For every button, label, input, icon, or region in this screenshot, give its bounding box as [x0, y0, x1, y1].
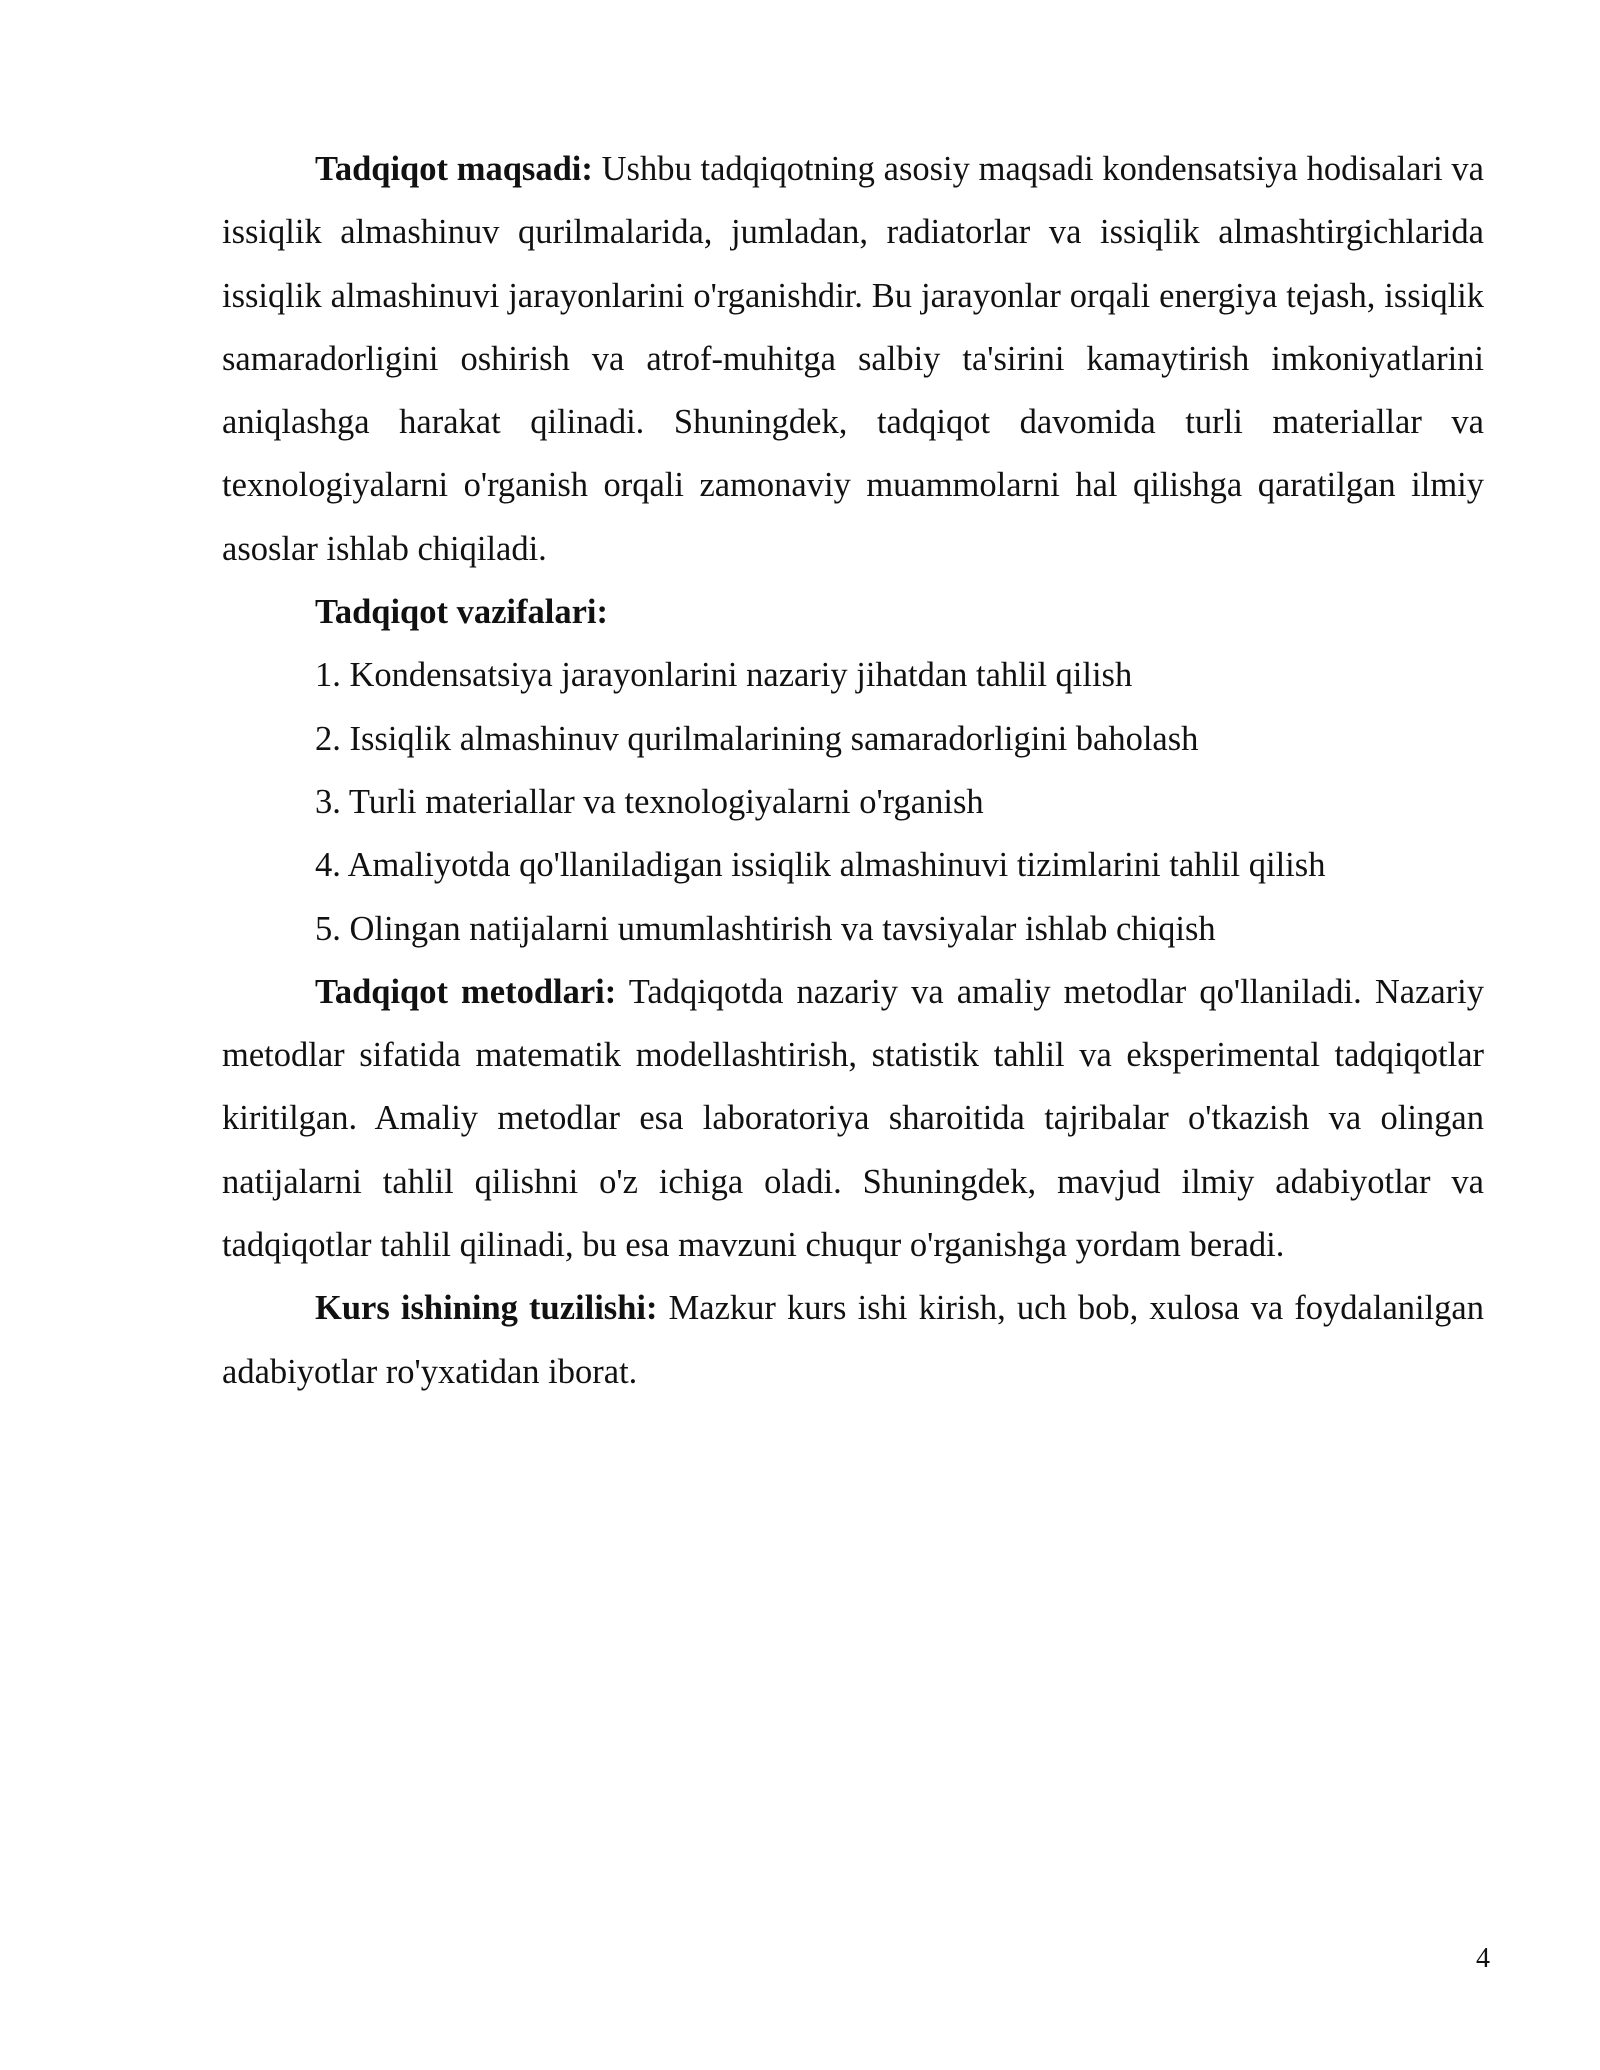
research-tasks-list — [222, 644, 1484, 960]
page-number: 4 — [1476, 1943, 1490, 1974]
research-aim-text: Ushbu tadqiqotning asosiy maqsadi kondensatsiya hodisalari va issiqlik almashinuv qurilmalarida, jumladan, radiatorlar va issiqlik almashtirgichlarida issiqlik almashinuvi jarayonlarini o'rganishdir. Bu jarayonlar orqali energiya tejash, issiqlik samaradorligini oshirish va atrof-muhitga salbiy ta'sirini kamaytirish imkoniyatlarini aniqlashga harakat qilinadi. Shuningdek, tadqiqot davomida turli materiallar va texnologiyalarni o'rganish orqali zamonaviy muammolarni hal qilishga qaratilgan ilmiy asoslar ishlab chiqiladi. — [222, 150, 1484, 568]
course-structure-paragraph — [222, 1277, 1484, 1404]
list-item: 5. Olingan natijalarni umumlashtirish va tavsiyalar ishlab chiqish — [315, 909, 1216, 948]
course-structure-label: Kurs ishining tuzilishi: — [315, 1289, 658, 1328]
list-item: 4. Amaliyotda qo'llaniladigan issiqlik almashinuvi tizimlarini tahlil qilish — [315, 846, 1326, 885]
page-content — [222, 138, 1484, 1404]
research-tasks-heading: Tadqiqot vazifalari: — [315, 593, 608, 632]
research-methods-text: Tadqiqotda nazariy va amaliy metodlar qo'llaniladi. Nazariy metodlar sifatida matematik modellashtirish, statistik tahlil va eksperimental tadqiqotlar kiritilgan. Amaliy metodlar esa laboratoriya sharoitida tajribalar o'tkazish va olingan natijalarni tahlil qilishni o'z ichiga oladi. Shuningdek, mavjud ilmiy adabiyotlar va tadqiqotlar tahlil qilinadi, bu esa mavzuni chuqur o'rganishga yordam beradi. — [222, 972, 1485, 1265]
course-structure-text: Mazkur kurs ishi kirish, uch bob, xulosa va foydalanilgan adabiyotlar ro'yxatidan iborat. — [222, 1289, 1484, 1391]
list-item: 3. Turli materiallar va texnologiyalarni o'rganish — [315, 782, 984, 821]
research-aim-label: Tadqiqot maqsadi: — [315, 150, 593, 188]
research-aim-paragraph — [222, 138, 1484, 581]
research-methods-paragraph — [222, 961, 1484, 1277]
list-item: 1. Kondensatsiya jarayonlarini nazariy jihatdan tahlil qilish — [315, 656, 1133, 695]
research-methods-label: Tadqiqot metodlari: — [315, 972, 617, 1011]
list-item: 2. Issiqlik almashinuv qurilmalarining samaradorligini baholash — [315, 719, 1199, 758]
